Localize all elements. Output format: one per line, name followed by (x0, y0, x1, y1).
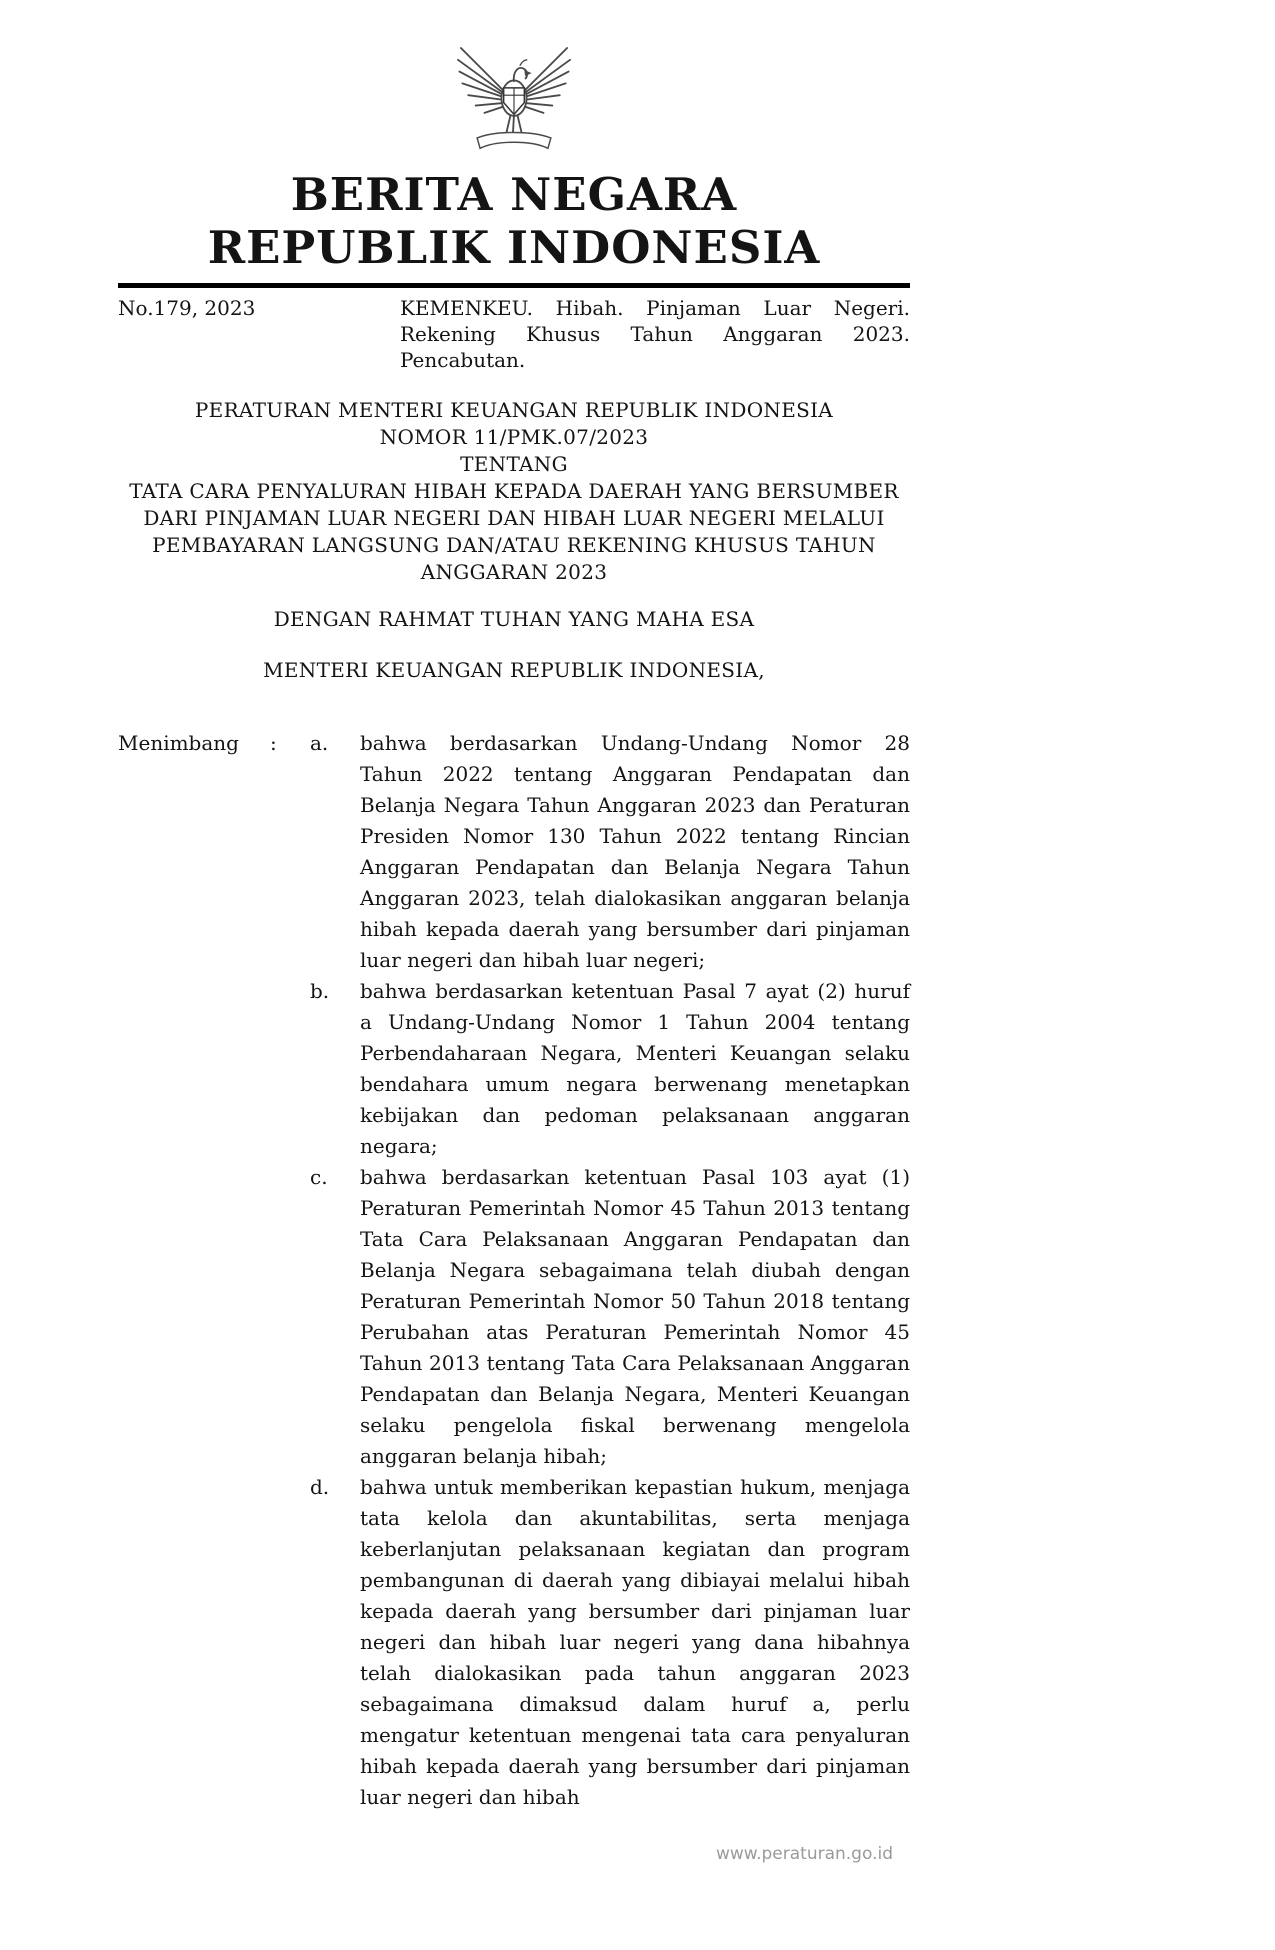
considerations-label: Menimbang (118, 731, 239, 755)
emblem-container (118, 30, 910, 160)
gazette-header-row (118, 295, 910, 373)
footer-website: www.peraturan.go.id (715, 1844, 893, 1864)
consideration-item (310, 1472, 910, 1813)
consideration-letter: a. (310, 731, 329, 755)
consideration-item (310, 1162, 910, 1472)
consideration-text: bahwa berdasarkan Undang-Undang Nomor 28 Tahun 2022 tentang Anggaran Pendapatan dan Belanja Negara Tahun Anggaran 2023 dan Peraturan Presiden Nomor 130 Tahun 2022 tentang Rincian Anggaran Pendapatan dan Belanja Negara Tahun Anggaran 2023, telah dialokasikan anggaran belanja hibah kepada daerah yang bersumber dari pinjaman luar negeri dan hibah luar negeri; (360, 731, 910, 972)
masthead-line-1: BERITA NEGARA (290, 168, 738, 221)
consideration-item (310, 976, 910, 1162)
masthead (118, 168, 910, 274)
considerations-section (118, 728, 910, 1813)
consideration-text: bahwa untuk memberikan kepastian hukum, menjaga tata kelola dan akuntabilitas, serta menjaga keberlanjutan pelaksanaan kegiatan dan program pembangunan di daerah yang dibiayai melalui hibah kepada daerah yang bersumber dari pinjaman luar negeri dan hibah luar negeri yang dana hibahnya telah dialokasikan pada tahun anggaran 2023 sebagaimana dimaksud dalam huruf a, perlu mengatur ketentuan mengenai tata cara penyaluran hibah kepada daerah yang bersumber dari pinjaman luar negeri dan hibah (360, 1475, 910, 1809)
gazette-number: No.179, 2023 (118, 296, 256, 320)
consideration-letter: b. (310, 979, 330, 1003)
regulation-title: TATA CARA PENYALURAN HIBAH KEPADA DAERAH YANG BERSUMBER DARI PINJAMAN LUAR NEGERI DAN HIBAH LUAR NEGERI MELALUI PEMBAYARAN LANGSUNG DAN/ATAU REKENING KHUSUS TAHUN ANGGARAN 2023 (129, 479, 899, 584)
regulation-heading-line1: PERATURAN MENTERI KEUANGAN REPUBLIK INDONESIA (194, 398, 834, 422)
regulation-authority: MENTERI KEUANGAN REPUBLIK INDONESIA, (263, 658, 765, 682)
regulation-headings (118, 397, 910, 684)
regulation-heading-line3: TENTANG (460, 452, 568, 476)
masthead-line-2: REPUBLIK INDONESIA (207, 221, 821, 274)
regulation-heading-line2: NOMOR 11/PMK.07/2023 (379, 425, 649, 449)
garuda-pancasila-icon (455, 30, 573, 156)
gazette-subject: KEMENKEU. Hibah. Pinjaman Luar Negeri. Rekening Khusus Tahun Anggaran 2023. Pencabutan. (400, 296, 910, 372)
consideration-letter: d. (310, 1475, 330, 1499)
consideration-text: bahwa berdasarkan ketentuan Pasal 7 ayat (2) huruf a Undang-Undang Nomor 1 Tahun 2004 tentang Perbendaharaan Negara, Menteri Keuangan selaku bendahara umum negara berwenang menetapkan kebijakan dan pedoman pelaksanaan anggaran negara; (360, 979, 910, 1158)
page-content (118, 30, 910, 1813)
considerations-colon: : (270, 731, 277, 755)
consideration-letter: c. (310, 1165, 328, 1189)
consideration-item (310, 728, 910, 976)
consideration-text: bahwa berdasarkan ketentuan Pasal 103 ayat (1) Peraturan Pemerintah Nomor 45 Tahun 2013 tentang Tata Cara Pelaksanaan Anggaran Pendapatan dan Belanja Negara sebagaimana telah diubah dengan Peraturan Pemerintah Nomor 50 Tahun 2018 tentang Perubahan atas Peraturan Pemerintah Nomor 45 Tahun 2013 tentang Tata Cara Pelaksanaan Anggaran Pendapatan dan Belanja Negara, Menteri Keuangan selaku pengelola fiskal berwenang mengelola anggaran belanja hibah; (360, 1165, 910, 1468)
masthead-rule (118, 283, 910, 288)
regulation-invocation: DENGAN RAHMAT TUHAN YANG MAHA ESA (273, 607, 755, 631)
